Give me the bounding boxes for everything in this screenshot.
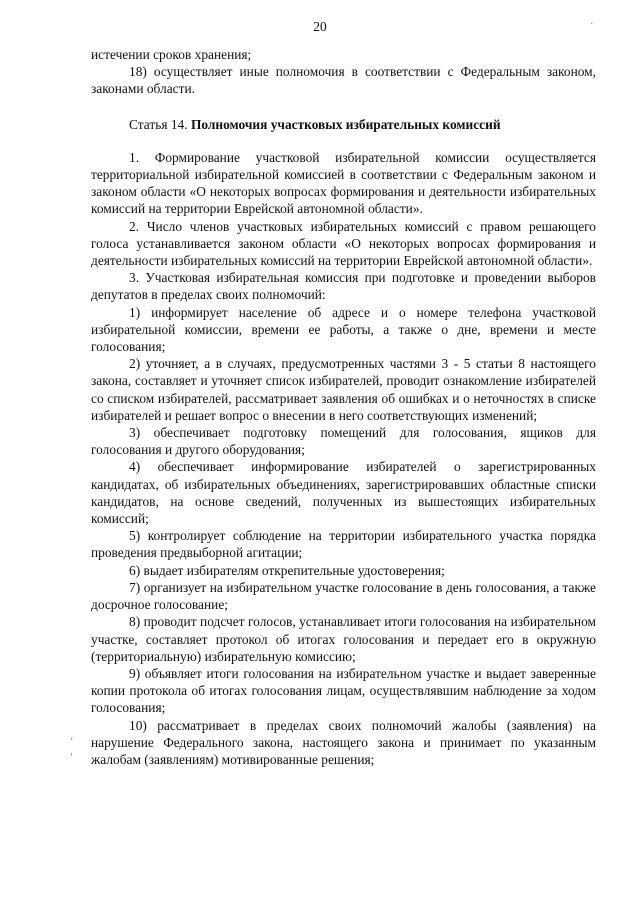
paragraph: 9) объявляет итоги голосования на избирательном участке и выдает заверенные копии протокола об итогах голосования лицам, осуществлявшим наблюдение за ходом голосования; <box>91 665 596 716</box>
paragraph: 7) организует на избирательном участке голосование в день голосования, а также досрочное голосование; <box>91 579 596 613</box>
paragraph: 2) уточняет, а в случаях, предусмотренных частями 3 - 5 статьи 8 настоящего закона, составляет и уточняет список избирателей, проводит ознакомление избирателей со списком избирателей, рассматривает заявления об ошибках и о неточностях в списке избирателей и решает вопрос о внесении в него соответствующих изменений; <box>91 356 596 423</box>
paragraph: 3) обеспечивает подготовку помещений для голосования, ящиков для голосования и другого оборудования; <box>91 425 596 458</box>
paragraph: 4) обеспечивает информирование избирателей о зарегистрированных кандидатах, об избирательных объединениях, зарегистрировавших областные списки кандидатов, на основе сведений, полученных из вышестоящих избирательных комиссий; <box>91 459 596 527</box>
paragraph: 18) осуществляет иные полномочия в соответствии с Федеральным законом, законами области. <box>91 64 596 97</box>
paragraph: 1. Формирование участковой избирательной комиссии осуществляется территориальной избирательной комиссией в соответствии с Федеральным законом и законом области «О некоторых вопросах формирования и деятельности избирательных комиссий на территории Еврейской автономной области». <box>91 149 596 217</box>
article-heading <box>91 116 596 133</box>
article-prefix: Статья 14. <box>129 116 188 132</box>
paragraph: 5) контролирует соблюдение на территории избирательного участка порядка проведения предвыборной агитации; <box>91 528 596 561</box>
paragraph: 8) проводит подсчет голосов, устанавливает итоги голосования на избирательном участке, составляет протокол об итогах голосования и передает его в окружную (территориальную) избирательную комиссию; <box>91 614 596 664</box>
paragraph: 3. Участковая избирательная комиссия при подготовке и проведении выборов депутатов в пределах своих полномочий: <box>91 270 596 303</box>
margin-mark: · <box>590 17 594 30</box>
paragraph: 1) информирует население об адресе и о номере телефона участковой избирательной комиссии, времени ее работы, а также о дне, времени и месте голосования; <box>91 304 596 355</box>
margin-mark: ' <box>70 751 74 764</box>
paragraph: 6) выдает избирателям открепительные удостоверения; <box>129 562 445 578</box>
page-number: 20 <box>313 19 327 34</box>
article-title: Полномочия участковых избирательных комиссий <box>190 116 501 132</box>
margin-mark: , <box>70 729 74 742</box>
paragraph: 2. Число членов участковых избирательных комиссий с правом решающего голоса устанавливается законом области «О некоторых вопросах формирования и деятельности избирательных комиссий на территории Еврейской автономной области». <box>91 218 596 269</box>
paragraph: 10) рассматривает в пределах своих полномочий жалобы (заявления) на нарушение Федерального закона, настоящего закона и принимает по указанным жалобам (заявлениям) мотивированные решения; <box>91 717 596 767</box>
paragraph: истечении сроков хранения; <box>91 47 252 62</box>
document-body <box>91 46 596 768</box>
